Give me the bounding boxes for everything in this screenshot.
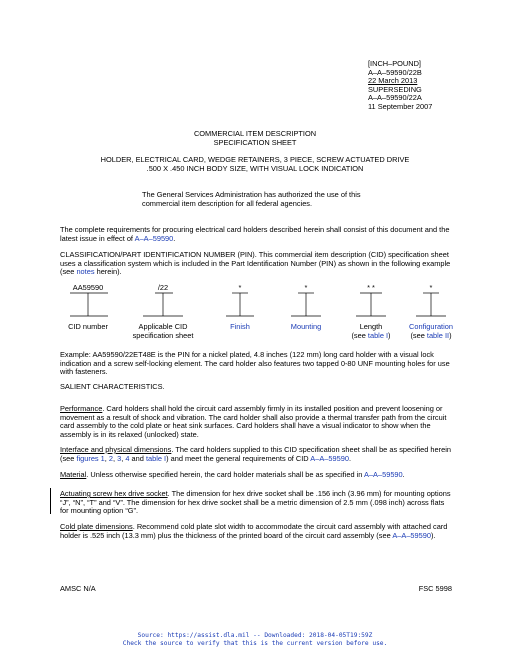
actuating-paragraph bbox=[60, 490, 452, 516]
title-line-3: HOLDER, ELECTRICAL CARD, WEDGE RETAINERS, 3 PIECE, SCREW ACTUATED DRIVE bbox=[100, 155, 410, 164]
pin-top-finish: * bbox=[238, 283, 242, 292]
figure-4-link[interactable]: 4 bbox=[125, 453, 130, 463]
performance-paragraph bbox=[60, 405, 452, 439]
fsc-label: FSC 5998 bbox=[418, 584, 452, 593]
material-end: . bbox=[402, 470, 405, 479]
classification-text: CLASSIFICATION/PART IDENTIFICATION NUMBER (PIN). This commercial item description (CID) specification sheet uses a classification system which is included in the Part Identification Number (PIN) as shown in the following example (see bbox=[60, 250, 451, 277]
interface-sep-2: , bbox=[113, 453, 118, 463]
coldplate-end: ). bbox=[430, 530, 436, 540]
interface-paragraph bbox=[60, 446, 452, 463]
title-line-1: COMMERCIAL ITEM DESCRIPTION bbox=[193, 129, 317, 138]
interface-end: . bbox=[348, 453, 351, 463]
pin-label-cid-text: CID number bbox=[68, 322, 108, 331]
superseded-id: A–A–59590/22A bbox=[368, 93, 422, 103]
intro-cid-link[interactable]: A–A–59590 bbox=[134, 233, 174, 243]
pin-label-config-text[interactable]: Configuration bbox=[409, 322, 453, 331]
pin-label-length-text: Length bbox=[359, 322, 383, 331]
performance-heading: Performance bbox=[60, 404, 103, 413]
superseded-date: 11 September 2007 bbox=[368, 101, 433, 111]
figure-1-link[interactable]: figures 1 bbox=[76, 453, 105, 463]
document-date: 22 March 2013 bbox=[368, 76, 418, 86]
intro-end: . bbox=[173, 233, 176, 243]
material-paragraph bbox=[60, 471, 452, 480]
length-ref-post: ) bbox=[388, 330, 391, 340]
interface-cid-link[interactable]: A–A–59590 bbox=[310, 453, 349, 463]
pin-label-config bbox=[396, 323, 466, 340]
classification-end: herein). bbox=[94, 267, 122, 277]
coldplate-text: . Recommend cold plate slot width to accommodate the circuit card assembly with attached card holder is .525 inch (13.3 mm) plus the thickness of the printed board of the circuit card assembly (see bbox=[60, 522, 448, 540]
document-header bbox=[368, 60, 488, 112]
authorization-line-1: The General Services Administration has authorized the use of this bbox=[142, 190, 361, 199]
performance-text: . Card holders shall hold the circuit card assembly firmly in its installed position and prevent loosening or movement as a result of shock and vibration. The card holder shall also provide a thermal transfer path from the circuit card assembly to the cold plate or heat sink surfaces. Card holders shall have a visual indicator to show when the assembly is in its relaxed (unlocked) state. bbox=[60, 404, 447, 439]
interface-table-link[interactable]: table I bbox=[145, 453, 167, 463]
pin-top-cid: AA59590 bbox=[72, 283, 104, 292]
config-ref-pre: (see bbox=[410, 330, 427, 340]
interface-sep-1: , bbox=[104, 453, 109, 463]
pin-label-sheet-line1: Applicable CID bbox=[138, 322, 188, 331]
pin-label-finish[interactable]: Finish bbox=[230, 322, 250, 331]
pin-top-mounting: * bbox=[304, 283, 308, 292]
coldplate-heading: Cold plate dimensions bbox=[60, 522, 133, 531]
example-paragraph: Example: AA59590/22ET48E is the PIN for a nickel plated, 4.8 inches (122 mm) long card holder with a visual lock indication and a screw self-locking element. The card holder also features two tapped 0-80 UNF mounting holes for use with fasteners. bbox=[60, 350, 450, 377]
interface-heading: Interface and physical dimensions bbox=[60, 445, 172, 454]
footer-verify-line: Check the source to verify that this is the current version before use. bbox=[122, 640, 388, 647]
intro-text: The complete requirements for procuring electrical card holders described herein shall consist of this document and the latest issue in effect of bbox=[60, 225, 450, 243]
revision-bar bbox=[50, 488, 51, 514]
pin-diagram bbox=[0, 284, 510, 346]
material-heading: Material bbox=[60, 470, 87, 479]
footer-source-line: Source: https://assist.dla.mil -- Downloaded: 2018-04-05T19:59Z bbox=[137, 632, 373, 639]
config-ref-post: ) bbox=[449, 330, 452, 340]
document-id: A–A–59590/22B bbox=[368, 67, 422, 77]
interface-sep-3: , bbox=[121, 453, 126, 463]
title-line-2: SPECIFICATION SHEET bbox=[213, 137, 297, 147]
table-1-link[interactable]: table I bbox=[367, 330, 389, 340]
actuating-text: . The dimension for hex drive socket shall be .156 inch (3.96 mm) for mounting options “J”, “N”, “T” and “V”. The dimension for hex drive socket shall be a metric dimension of 2.5 mm (.098 inch) across flats for mounting option “G”. bbox=[60, 489, 451, 516]
pin-label-mounting[interactable]: Mounting bbox=[290, 322, 322, 331]
classification-paragraph bbox=[60, 251, 452, 277]
material-cid-link[interactable]: A–A–59590 bbox=[364, 470, 403, 479]
superseding-label: SUPERSEDING bbox=[368, 84, 422, 94]
table-2-link[interactable]: table II bbox=[426, 330, 450, 340]
amsc-label: AMSC N/A bbox=[60, 584, 96, 593]
authorization-line-2: commercial item description for all federal agencies. bbox=[142, 198, 313, 208]
pin-label-config-ref bbox=[396, 332, 466, 341]
title-line-4: .500 X .450 INCH BODY SIZE, WITH VISUAL LOCK INDICATION bbox=[146, 163, 364, 173]
actuating-heading: Actuating screw hex drive socket bbox=[60, 489, 168, 498]
notes-link[interactable]: notes bbox=[76, 267, 95, 277]
download-footer bbox=[0, 632, 510, 648]
pin-label-cid bbox=[48, 323, 128, 332]
length-ref-pre: (see bbox=[351, 330, 368, 340]
pin-label-sheet bbox=[118, 323, 208, 340]
interface-text-2: ) and meet the general requirements of CID bbox=[166, 453, 311, 463]
pin-top-config: * bbox=[429, 283, 433, 292]
coldplate-paragraph bbox=[60, 523, 452, 540]
coldplate-cid-link[interactable]: A–A–59590 bbox=[392, 530, 431, 540]
pin-top-sheet: /22 bbox=[157, 283, 169, 292]
pin-label-sheet-line2: specification sheet bbox=[132, 330, 194, 340]
interface-text-1: . The card holders supplied to this CID specification sheet shall be as specified herein (see bbox=[60, 445, 451, 463]
authorization-statement bbox=[142, 191, 442, 208]
intro-paragraph bbox=[60, 226, 452, 243]
units-label: [INCH–POUND] bbox=[368, 59, 421, 68]
material-text: . Unless otherwise specified herein, the card holder materials shall be as specified in bbox=[86, 470, 365, 479]
figure-2-link[interactable]: 2 bbox=[108, 453, 114, 463]
interface-and: and bbox=[129, 453, 146, 463]
pin-top-length: * * bbox=[367, 283, 375, 292]
document-subtitle bbox=[0, 156, 510, 173]
document-title bbox=[0, 130, 510, 147]
figure-3-link[interactable]: 3 bbox=[117, 453, 122, 463]
salient-heading: SALIENT CHARACTERISTICS. bbox=[60, 382, 165, 391]
